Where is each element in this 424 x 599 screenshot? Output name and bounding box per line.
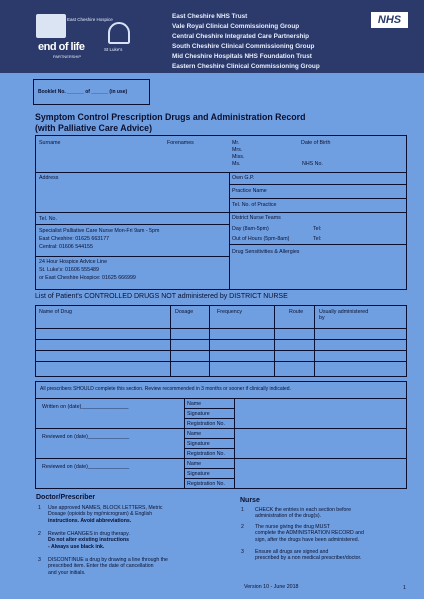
sensitivities-label: Drug Sensitivities & Allergies [232, 249, 300, 255]
version-label: Version 10 - June 2018 [244, 584, 299, 590]
out-of-hours-tel-label: Tel: [313, 236, 322, 242]
nurse-instruction-3: Ensure all drugs are signed and prescribed by a non medical prescriber/doctor. [255, 549, 362, 562]
column-header-dosage: Dosage [175, 309, 194, 315]
title-mrs-label: Mrs. [232, 147, 243, 153]
specialist-nurse-line-2: East Cheshire: 01625 663177 [39, 236, 110, 242]
partner-name: Eastern Cheshire Clinical Commissioning Group [172, 63, 320, 70]
partner-name: South Cheshire Clinical Commissioning Group [172, 43, 315, 50]
patient-details-grid [35, 135, 407, 290]
registration-field-label: Registration No. [187, 451, 225, 457]
controlled-drugs-heading: List of Patient's CONTROLLED DRUGS NOT administered by DISTRICT NURSE [35, 293, 288, 300]
title-line-2: (with Palliative Care Advice) [35, 123, 153, 133]
booklet-number-field[interactable]: Booklet No. ______ of ______ (in use) [33, 79, 150, 105]
signature-field-label: Signature [187, 411, 210, 417]
reviewed-on-date-field[interactable]: Reviewed on (date)______________ [42, 464, 130, 470]
doctor-prescriber-heading: Doctor/Prescriber [36, 494, 96, 501]
column-header-route: Route [289, 309, 304, 315]
hospice-line-3: or East Cheshire Hospice: 01625 666999 [39, 275, 136, 281]
end-of-life-partnership-sub: PARTNERSHIP [53, 54, 82, 59]
partner-name: Mid Cheshire Hospitals NHS Foundation Trust [172, 53, 312, 60]
signature-field-label: Signature [187, 441, 210, 447]
end-of-life-partnership-logo: end of life [38, 41, 85, 53]
header-banner [0, 0, 424, 73]
st-lukes-logo-text: St Luke's [104, 47, 123, 52]
specialist-nurse-line-1: Specialist Palliative Care Nurse Mon-Fri 9am - 5pm [39, 228, 160, 234]
doctor-instruction-3: DISCONTINUE a drug by drawing a line through the prescribed item. Enter the date of cancellation and your initials. [48, 557, 168, 576]
review-section [35, 381, 407, 489]
doctor-instruction-1: Use approved NAMES, BLOCK LETTERS, Metric Dosage (opioids by mg/microgram) & English instructions. Avoid abbreviations. [48, 505, 163, 524]
surname-label: Surname [39, 140, 61, 146]
written-on-date-field[interactable]: Written on (date)________________ [42, 404, 129, 410]
specialist-nurse-line-3: Central: 01606 544155 [39, 244, 93, 250]
forenames-label: Forenames [167, 140, 194, 146]
column-header-drug: Name of Drug [39, 309, 72, 315]
doctor-item-number: 1 [38, 505, 41, 511]
name-field-label: Name [187, 431, 202, 437]
st-lukes-logo-icon [108, 22, 130, 44]
own-gp-label: Own G.P. [232, 175, 255, 181]
name-field-label: Name [187, 401, 202, 407]
nurse-heading: Nurse [240, 497, 260, 504]
doctor-item-number: 3 [38, 557, 41, 563]
district-nurse-label: District Nurse Teams [232, 215, 281, 221]
title-miss-label: Miss. [232, 154, 245, 160]
reviewed-on-date-field[interactable]: Reviewed on (date)______________ [42, 434, 130, 440]
practice-tel-label: Tel. No. of Practice [232, 202, 277, 208]
title-line-1: Symptom Control Prescription Drugs and Administration Record [35, 112, 306, 122]
date-of-birth-label: Date of Birth [301, 140, 331, 146]
column-header-frequency: Frequency [217, 309, 243, 315]
practice-name-label: Practice Name [232, 188, 267, 194]
controlled-drugs-table [35, 305, 407, 377]
review-notice: All prescribers SHOULD complete this section. Review recommended in 3 months or sooner if clinically indicated. [40, 386, 291, 392]
page-title [35, 112, 305, 134]
nurse-instruction-2: The nurse giving the drug MUST complete the ADMINISTRATION RECORD and sign, after the drugs have been administered. [255, 524, 364, 543]
partner-list [172, 12, 320, 72]
east-cheshire-hospice-logo-text: East Cheshire Hospice [67, 17, 113, 22]
page-number: 1 [403, 585, 406, 591]
address-label: Address [39, 175, 59, 181]
partner-name: Central Cheshire Integrated Care Partnership [172, 33, 310, 40]
day-hours-label: Day (8am-5pm) [232, 226, 269, 232]
out-of-hours-label: Out of Hours (5pm-8am) [232, 236, 290, 242]
doctor-instruction-2: Rewrite CHANGES in drug therapy. Do not alter existing instructions - Always use black ink. [48, 531, 130, 550]
tel-label: Tel. No. [39, 216, 57, 222]
registration-field-label: Registration No. [187, 421, 225, 427]
nurse-instruction-1: CHECK the entries in each section before administration of the drug(s). [255, 507, 352, 520]
column-header-administered-by: Usually administered by [319, 309, 369, 322]
east-cheshire-hospice-logo [36, 14, 66, 38]
registration-field-label: Registration No. [187, 481, 225, 487]
partner-name: Vale Royal Clinical Commissioning Group [172, 23, 300, 30]
hospice-line-1: 24 Hour Hospice Advice Line [39, 259, 108, 265]
hospice-line-2: St. Luke's: 01606 555489 [39, 267, 99, 273]
name-field-label: Name [187, 461, 202, 467]
day-tel-label: Tel: [313, 226, 322, 232]
nurse-item-number: 1 [241, 507, 244, 513]
nhs-number-label: NHS No. [302, 161, 323, 167]
nurse-item-number: 2 [241, 524, 244, 530]
nurse-item-number: 3 [241, 549, 244, 555]
partner-name: East Cheshire NHS Trust [172, 13, 248, 20]
doctor-item-number: 2 [38, 531, 41, 537]
signature-field-label: Signature [187, 471, 210, 477]
nhs-logo: NHS [371, 12, 408, 28]
title-ms-label: Ms. [232, 161, 241, 167]
title-mr-label: Mr. [232, 140, 240, 146]
